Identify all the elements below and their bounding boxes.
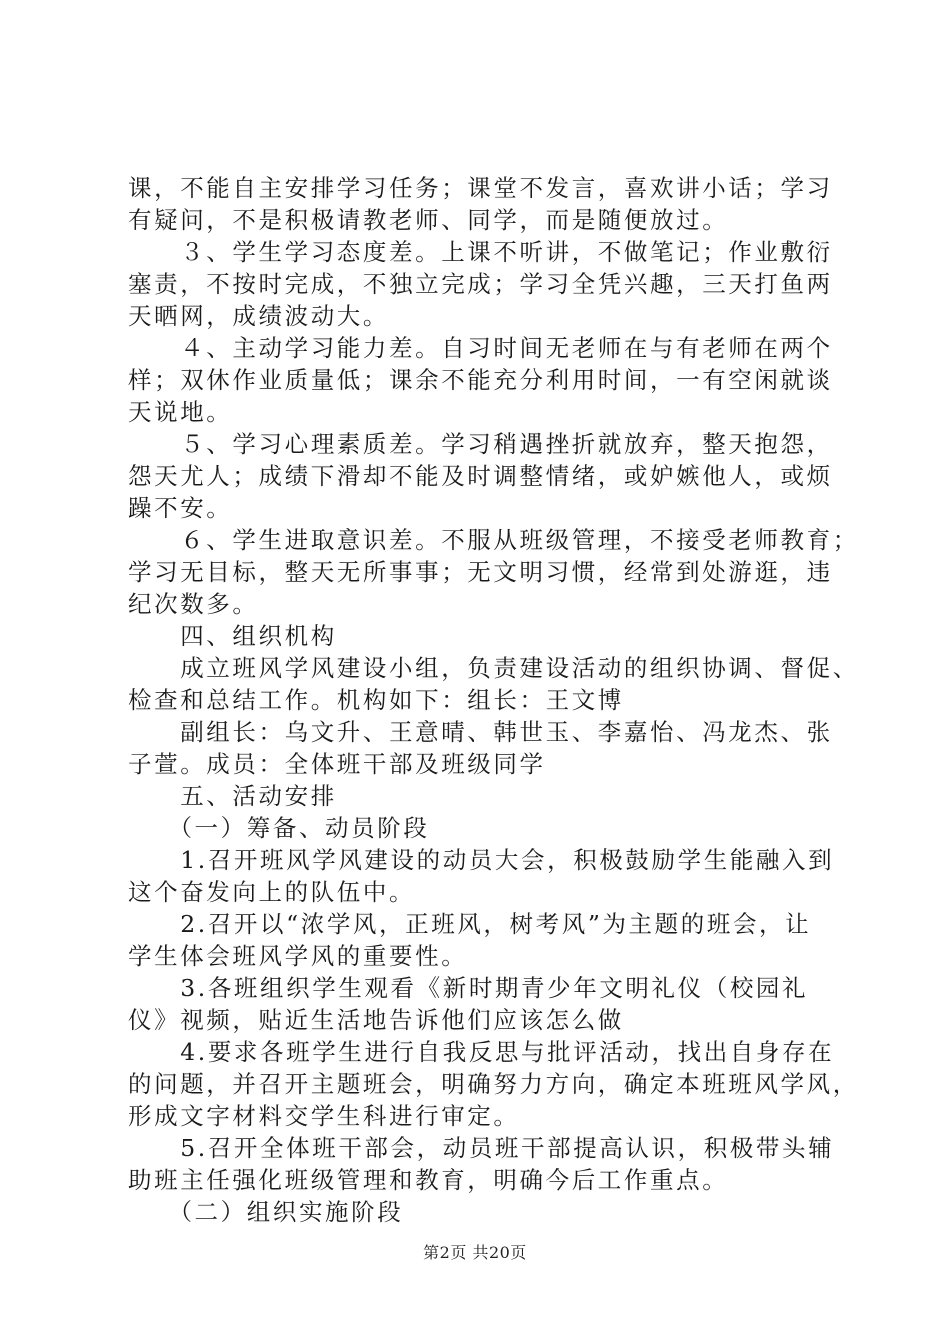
text-line: 天说地。 <box>128 398 233 426</box>
text-line: 子萱。成员：全体班干部及班级同学 <box>128 750 546 778</box>
text-line: 仪》视频，贴近生活地告诉他们应该怎么做 <box>128 1006 624 1034</box>
text-line: ３、学生学习态度差。上课不听讲，不做笔记；作业敷衍 <box>128 238 833 266</box>
text-line: 副组长：乌文升、王意晴、韩世玉、李嘉怡、冯龙杰、张 <box>128 718 833 746</box>
text-line: 样；双休作业质量低；课余不能充分利用时间，一有空闲就谈 <box>128 366 833 394</box>
text-line: 4.要求各班学生进行自我反思与批评活动，找出自身存在 <box>128 1038 835 1066</box>
document-body <box>128 172 859 1228</box>
page-number-label: 第2页 共20页 <box>423 1243 527 1262</box>
text-line: 助班主任强化班级管理和教育，明确今后工作重点。 <box>128 1166 729 1194</box>
text-line: 天晒网，成绩波动大。 <box>128 302 389 330</box>
text-line: 学生体会班风学风的重要性。 <box>128 942 468 970</box>
section-heading: 五、活动安排 <box>128 782 337 810</box>
text-line: 1.召开班风学风建设的动员大会，积极鼓励学生能融入到 <box>128 846 835 874</box>
text-line: 的问题，并召开主题班会，明确努力方向，确定本班班风学风， <box>128 1070 859 1098</box>
text-line: 怨天尤人；成绩下滑却不能及时调整情绪，或妒嫉他人，或烦 <box>128 462 833 490</box>
text-line: 检查和总结工作。机构如下：组长：王文博 <box>128 686 624 714</box>
text-line: 塞责，不按时完成，不独立完成；学习全凭兴趣，三天打鱼两 <box>128 270 833 298</box>
text-line: 成立班风学风建设小组，负责建设活动的组织协调、督促、 <box>128 654 859 682</box>
text-line: 课，不能自主安排学习任务；课堂不发言，喜欢讲小话；学习 <box>128 174 833 202</box>
text-line: 学习无目标，整天无所事事；无文明习惯，经常到处游逛，违 <box>128 558 833 586</box>
text-line: 纪次数多。 <box>128 590 259 618</box>
text-line: 5.召开全体班干部会，动员班干部提高认识，积极带头辅 <box>128 1134 835 1162</box>
section-heading: 四、组织机构 <box>128 622 337 650</box>
text-line: 这个奋发向上的队伍中。 <box>128 878 416 906</box>
text-line: 3.各班组织学生观看《新时期青少年文明礼仪（校园礼 <box>128 974 809 1002</box>
text-line: 躁不安。 <box>128 494 233 522</box>
text-line: 有疑问，不是积极请教老师、同学，而是随便放过。 <box>128 206 729 234</box>
subsection-heading: （二）组织实施阶段 <box>128 1198 404 1226</box>
subsection-heading: （一）筹备、动员阶段 <box>128 814 430 842</box>
text-line: ５、学习心理素质差。学习稍遇挫折就放弃，整天抱怨， <box>128 430 833 458</box>
text-line: ６、学生进取意识差。不服从班级管理，不接受老师教育； <box>128 526 859 554</box>
page-footer <box>0 1240 950 1263</box>
text-line: ４、主动学习能力差。自习时间无老师在与有老师在两个 <box>128 334 833 362</box>
text-line: 形成文字材料交学生科进行审定。 <box>128 1102 520 1130</box>
text-line: 2.召开以“浓学风，正班风，树考风”为主题的班会，让 <box>128 910 812 938</box>
